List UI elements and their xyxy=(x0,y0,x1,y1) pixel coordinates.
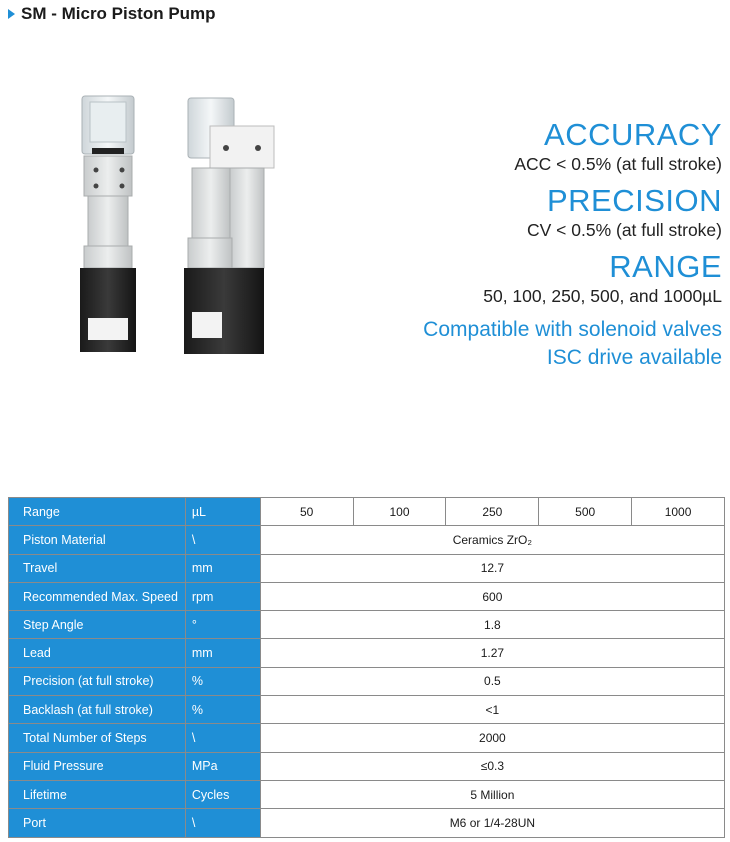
row-unit: MPa xyxy=(185,752,260,780)
table-row xyxy=(9,809,725,837)
pump-right xyxy=(184,98,274,354)
table-row xyxy=(9,611,725,639)
accuracy-heading: ACCURACY xyxy=(544,117,722,152)
range-value: 100 xyxy=(353,498,446,526)
row-unit: rpm xyxy=(185,582,260,610)
row-label: Total Number of Steps xyxy=(9,724,186,752)
triangle-bullet-icon xyxy=(8,9,15,19)
range-heading: RANGE xyxy=(609,249,722,284)
table-row xyxy=(9,780,725,808)
row-label: Backlash (at full stroke) xyxy=(9,696,186,724)
row-value: ≤0.3 xyxy=(260,752,724,780)
row-label: Range xyxy=(9,498,186,526)
row-label: Recommended Max. Speed xyxy=(9,582,186,610)
row-label: Port xyxy=(9,809,186,837)
accuracy-text: ACC < 0.5% (at full stroke) xyxy=(514,154,722,174)
precision-text: CV < 0.5% (at full stroke) xyxy=(526,220,722,240)
row-value: Ceramics ZrO₂ xyxy=(260,526,724,554)
row-value: <1 xyxy=(260,696,724,724)
row-unit: % xyxy=(185,667,260,695)
row-unit: ° xyxy=(185,611,260,639)
row-unit: \ xyxy=(185,809,260,837)
row-unit: mm xyxy=(185,639,260,667)
range-text: 50, 100, 250, 500, and 1000µL xyxy=(483,286,722,306)
row-label: Lead xyxy=(9,639,186,667)
page-title-text: SM - Micro Piston Pump xyxy=(21,4,216,23)
row-unit: µL xyxy=(185,498,260,526)
row-value: M6 or 1/4-28UN xyxy=(260,809,724,837)
row-label: Step Angle xyxy=(9,611,186,639)
row-value: 0.5 xyxy=(260,667,724,695)
page-title xyxy=(8,4,216,24)
table-row xyxy=(9,639,725,667)
row-value: 12.7 xyxy=(260,554,724,582)
row-label: Lifetime xyxy=(9,780,186,808)
table-row xyxy=(9,752,725,780)
row-unit: \ xyxy=(185,724,260,752)
row-value: 600 xyxy=(260,582,724,610)
row-value: 2000 xyxy=(260,724,724,752)
pump-left xyxy=(80,96,136,352)
spec-table xyxy=(8,497,725,838)
spec-highlights xyxy=(362,118,722,372)
range-value: 250 xyxy=(446,498,539,526)
row-label: Travel xyxy=(9,554,186,582)
row-label: Piston Material xyxy=(9,526,186,554)
range-value: 1000 xyxy=(632,498,725,526)
pump-product-photo xyxy=(60,86,300,361)
row-value: 1.27 xyxy=(260,639,724,667)
isc-text: ISC drive available xyxy=(546,346,722,369)
table-row xyxy=(9,667,725,695)
table-row xyxy=(9,554,725,582)
row-label: Fluid Pressure xyxy=(9,752,186,780)
table-row xyxy=(9,498,725,526)
table-row xyxy=(9,724,725,752)
range-value: 500 xyxy=(539,498,632,526)
table-row xyxy=(9,696,725,724)
row-unit: Cycles xyxy=(185,780,260,808)
precision-heading: PRECISION xyxy=(546,183,722,218)
compat-text: Compatible with solenoid valves xyxy=(423,318,722,341)
range-value: 50 xyxy=(260,498,353,526)
row-unit: mm xyxy=(185,554,260,582)
row-label: Precision (at full stroke) xyxy=(9,667,186,695)
row-value: 5 Million xyxy=(260,780,724,808)
row-unit: % xyxy=(185,696,260,724)
row-value: 1.8 xyxy=(260,611,724,639)
table-row xyxy=(9,582,725,610)
row-unit: \ xyxy=(185,526,260,554)
table-row xyxy=(9,526,725,554)
